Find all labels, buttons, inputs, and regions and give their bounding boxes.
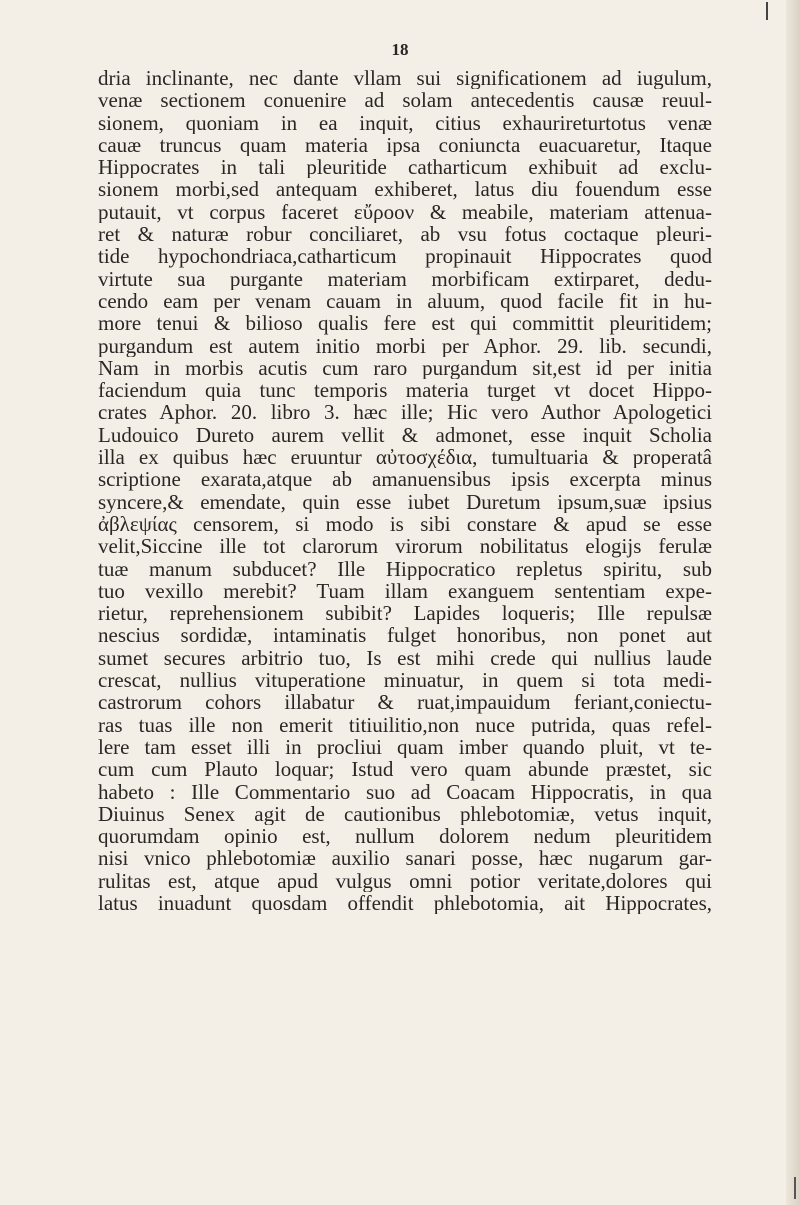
text-line: sionem morbi,sed antequam exhiberet, latus diu fouendum esse — [98, 178, 712, 201]
text-line: venæ sectionem conuenire ad solam antecedentis causæ reuul- — [98, 89, 712, 112]
text-line: sionem, quoniam in ea inquit, citius exhaurireturtotus venæ — [98, 111, 712, 134]
text-line: crescat, nullius vituperatione minuatur, in quem si tota medi- — [98, 669, 712, 692]
body-text — [98, 67, 712, 914]
text-line: ras tuas ille non emerit titiuilitio,non nuce putrida, quas refel- — [98, 713, 712, 736]
text-line: Hippocrates in tali pleuritide catharticum exhibuit ad exclu- — [98, 156, 712, 179]
text-line: faciendum quia tunc temporis materia turget vt docet Hippo- — [98, 379, 712, 402]
text-line: dria inclinante, nec dante vllam sui significationem ad iugulum, — [98, 67, 712, 90]
text-line: scriptione exarata,atque ab amanuensibus ipsis excerpta minus — [98, 468, 712, 491]
text-line: cendo eam per venam cauam in aluum, quod facile fit in hu- — [98, 289, 712, 313]
text-line: quorumdam opinio est, nullum dolorem nedum pleuritidem — [98, 825, 712, 848]
text-line: tide hypochondriaca,catharticum propinauit Hippocrates quod — [98, 245, 712, 268]
text-line: tuo vexillo merebit? Tuam illam exanguem sententiam expe- — [98, 579, 712, 603]
text-line: rulitas est, atque apud vulgus omni potior veritate,dolores qui — [98, 869, 712, 892]
text-line: velit,Siccine ille tot clarorum virorum nobilitatus elogijs ferulæ — [98, 535, 712, 558]
text-line: virtute sua purgante materiam morbificam extirparet, dedu- — [98, 267, 712, 290]
page-edge — [786, 0, 800, 1205]
text-line: Nam in morbis acutis cum raro purgandum sit,est id per initia — [98, 356, 712, 380]
text-line: nescius sordidæ, intaminatis fulget honoribus, non ponet aut — [98, 624, 712, 647]
text-line: latus inuadunt quosdam offendit phlebotomia, ait Hippocrates, — [98, 891, 712, 915]
text-line: nisi vnico phlebotomiæ auxilio sanari posse, hæc nugarum gar- — [98, 847, 712, 870]
text-line: syncere,& emendate, quin esse iubet Duretum ipsum,suæ ipsius — [98, 490, 712, 513]
text-line: sumet secures arbitrio tuo, Is est mihi crede qui nullius laude — [98, 646, 712, 670]
text-line: more tenui & bilioso qualis fere est qui committit pleuritidem; — [98, 312, 712, 335]
text-line: rietur, reprehensionem subibit? Lapides loqueris; Ille repulsæ — [98, 602, 712, 625]
text-line: purgandum est autem initio morbi per Aphor. 29. lib. secundi, — [98, 334, 712, 357]
text-line: castrorum cohors illabatur & ruat,impauidum feriant,coniectu- — [98, 691, 712, 714]
text-line: putauit, vt corpus faceret εὔροον & meabile, materiam attenua- — [98, 200, 712, 224]
text-line: Ludouico Dureto aurem vellit & admonet, esse inquit Scholia — [98, 423, 712, 447]
page-number: 18 — [391, 40, 409, 59]
corner-mark — [786, 1177, 796, 1199]
text-line: Diuinus Senex agit de cautionibus phlebotomiæ, vetus inquit, — [98, 802, 712, 826]
text-line: ret & naturæ robur conciliaret, ab vsu fotus coctaque pleuri- — [98, 223, 712, 246]
text-line: tuæ manum subducet? Ille Hippocratico repletus spiritu, sub — [98, 557, 712, 580]
margin-mark — [766, 2, 774, 20]
text-line: cauæ truncus quam materia ipsa coniuncta euacuaretur, Itaque — [98, 133, 712, 157]
text-line: ἀβλεψίας censorem, si modo is sibi constare & apud se esse — [98, 512, 712, 536]
text-line: crates Aphor. 20. libro 3. hæc ille; Hic vero Author Apologetici — [98, 401, 712, 424]
text-line: cum cum Plauto loquar; Istud vero quam abunde præstet, sic — [98, 758, 712, 781]
text-line: illa ex quibus hæc eruuntur αὐτοσχέδια, tumultuaria & properatâ — [98, 446, 712, 469]
text-line: lere tam esset illi in procliui quam imber quando pluit, vt te- — [98, 735, 712, 759]
text-line: habeto : Ille Commentario suo ad Coacam Hippocratis, in qua — [98, 780, 712, 803]
